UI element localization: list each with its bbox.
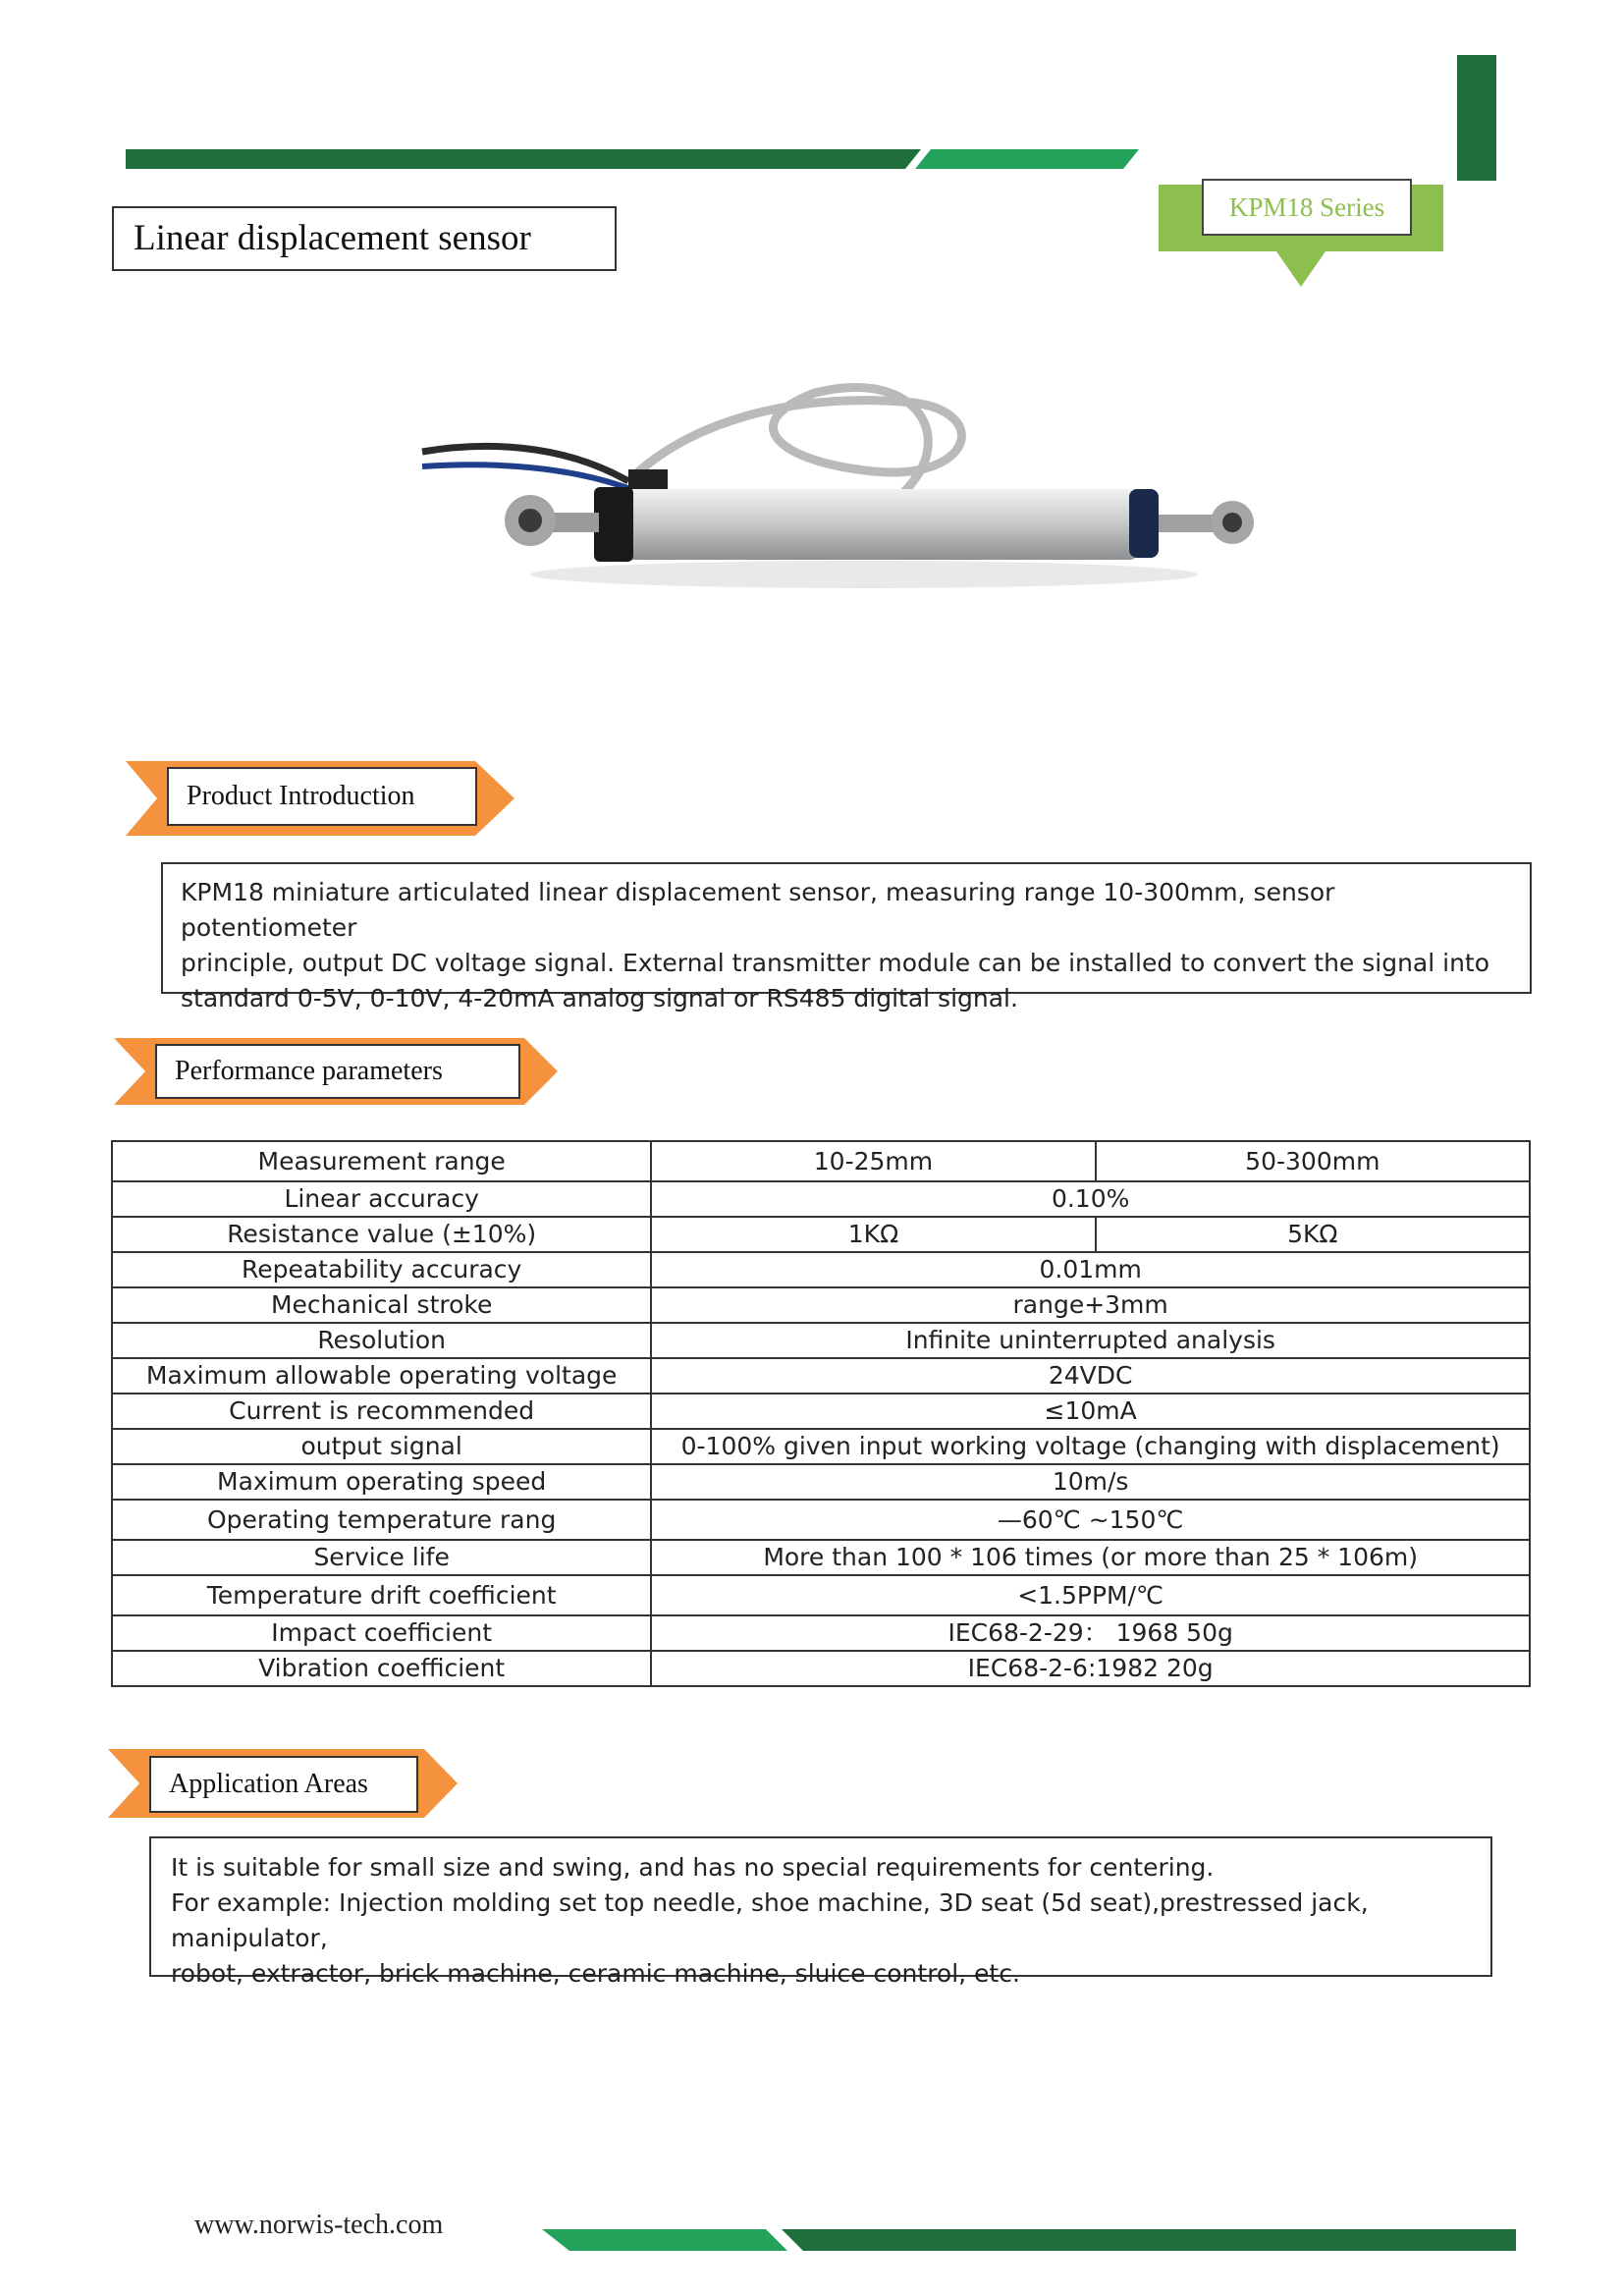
param-value: 24VDC [651, 1358, 1530, 1394]
param-value: 5KΩ [1096, 1217, 1530, 1252]
intro-heading: Product Introduction [167, 767, 477, 826]
param-value: 0.01mm [651, 1252, 1530, 1287]
footer-dark-green-bar [782, 2229, 1516, 2251]
param-value: ≤10mA [651, 1394, 1530, 1429]
param-value: 1KΩ [651, 1217, 1095, 1252]
footer-bright-green-bar [542, 2229, 787, 2251]
series-arrow [1276, 251, 1325, 287]
application-line: It is suitable for small size and swing, and has no special requirements for centering. [171, 1853, 1215, 1882]
param-label: Maximum operating speed [112, 1464, 651, 1500]
param-label: Operating temperature rang [112, 1500, 651, 1540]
param-label: output signal [112, 1429, 651, 1464]
top-bright-green-bar [915, 149, 1139, 169]
table-row [112, 1217, 1530, 1252]
table-row [112, 1500, 1530, 1540]
param-label: Vibration coefficient [112, 1651, 651, 1686]
table-row [112, 1540, 1530, 1575]
corner-green-block [1457, 55, 1496, 181]
param-value: Infinite uninterrupted analysis [651, 1323, 1530, 1358]
param-value: —60℃ ~150℃ [651, 1500, 1530, 1540]
param-value: 10-25mm [651, 1141, 1095, 1181]
series-badge: KPM18 Series [1202, 179, 1412, 236]
param-label: Resolution [112, 1323, 651, 1358]
param-label: Impact coefficient [112, 1615, 651, 1651]
param-label: Repeatability accuracy [112, 1252, 651, 1287]
intro-line: standard 0-5V, 0-10V, 4-20mA analog signal or RS485 digital signal. [181, 984, 1018, 1012]
intro-text-box [161, 862, 1532, 1012]
application-text-box [149, 1836, 1492, 1988]
performance-heading: Performance parameters [155, 1044, 520, 1099]
table-row [112, 1287, 1530, 1323]
table-row [112, 1141, 1530, 1181]
intro-line: KPM18 miniature articulated linear displacement sensor, measuring range 10-300mm, sensor potentiometer [181, 878, 1335, 942]
footer-url: www.norwis-tech.com [194, 2210, 444, 2240]
param-label: Current is recommended [112, 1394, 651, 1429]
param-label: Resistance value (±10%) [112, 1217, 651, 1252]
parameters-table [111, 1140, 1531, 1687]
table-row [112, 1429, 1530, 1464]
param-value: 10m/s [651, 1464, 1530, 1500]
table-row [112, 1394, 1530, 1429]
application-line: For example: Injection molding set top needle, shoe machine, 3D seat (5d seat),prestressed jack, manipulator, [171, 1888, 1369, 1952]
table-row [112, 1181, 1530, 1217]
param-value: 0.10% [651, 1181, 1530, 1217]
param-value: 0-100% given input working voltage (changing with displacement) [651, 1429, 1530, 1464]
product-image [403, 373, 1267, 629]
param-label: Measurement range [112, 1141, 651, 1181]
param-value: More than 100 * 106 times (or more than 25 * 106m) [651, 1540, 1530, 1575]
application-line: robot, extractor, brick machine, ceramic machine, sluice control, etc. [171, 1959, 1020, 1988]
param-label: Linear accuracy [112, 1181, 651, 1217]
table-row [112, 1252, 1530, 1287]
param-value: IEC68-2-29： 1968 50g [651, 1615, 1530, 1651]
table-row [112, 1323, 1530, 1358]
page-title: Linear displacement sensor [112, 206, 617, 271]
table-row [112, 1651, 1530, 1686]
intro-line: principle, output DC voltage signal. External transmitter module can be installed to convert the signal into [181, 949, 1490, 977]
table-row [112, 1575, 1530, 1615]
param-label: Service life [112, 1540, 651, 1575]
param-value: IEC68-2-6:1982 20g [651, 1651, 1530, 1686]
param-label: Temperature drift coefficient [112, 1575, 651, 1615]
param-value: 50-300mm [1096, 1141, 1530, 1181]
param-label: Mechanical stroke [112, 1287, 651, 1323]
param-label: Maximum allowable operating voltage [112, 1358, 651, 1394]
application-heading: Application Areas [149, 1756, 418, 1813]
table-row [112, 1615, 1530, 1651]
footer-decoration [530, 2221, 1532, 2261]
top-dark-green-bar [126, 149, 921, 169]
table-row [112, 1358, 1530, 1394]
table-row [112, 1464, 1530, 1500]
param-value: range+3mm [651, 1287, 1530, 1323]
param-value: <1.5PPM/℃ [651, 1575, 1530, 1615]
